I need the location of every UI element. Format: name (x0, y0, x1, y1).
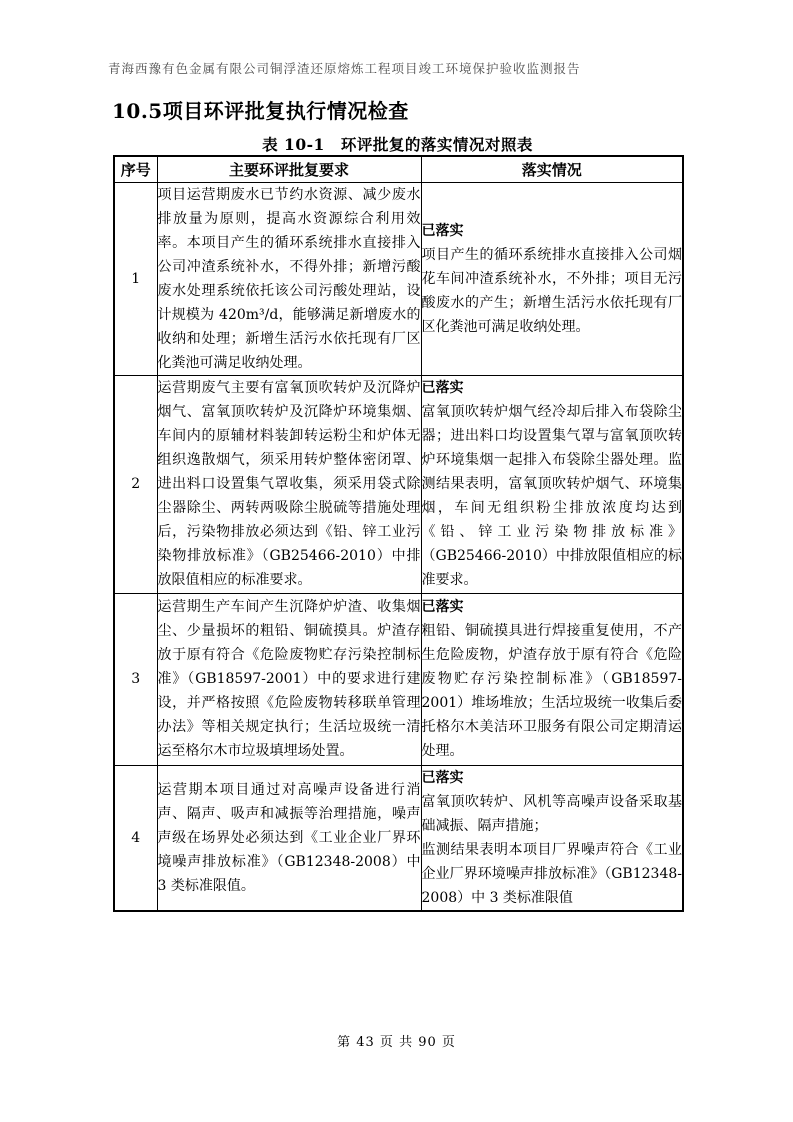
table-row (114, 593, 683, 765)
page-footer: 第 43 页 共 90 页 (337, 1035, 456, 1050)
status-label: 已落实 (421, 599, 464, 615)
compliance-table (113, 155, 684, 912)
status-text: 项目产生的循环系统排水直接排入公司烟花车间冲渣系统补水，不外排；项目无污酸废水的产生；新增生活污水依托现有厂区化粪池可满足收纳处理。 (421, 246, 682, 335)
status-cell (421, 593, 683, 765)
status-text-2: 监测结果表明本项目厂界噪声符合《工业企业厂界环境噪声排放标准》（GB12348-2008）中 3 类标准限值 (421, 841, 682, 906)
row-number-cell: 1 (114, 182, 157, 375)
row-number-cell: 2 (114, 375, 157, 593)
row-number-cell: 4 (114, 765, 157, 911)
table-row (114, 765, 683, 911)
status-text: 富氧顶吹转炉、风机等高噪声设备采取基础减振、隔声措施； (421, 793, 682, 834)
document-header: 青海西豫有色金属有限公司铜浮渣还原熔炼工程项目竣工环境保护验收监测报告 (108, 61, 581, 76)
table-row (114, 375, 683, 593)
status-label: 已落实 (421, 222, 464, 239)
status-text: 富氧顶吹转炉烟气经冷却后排入布袋除尘器；进出料口均设置集气罩与富氧顶吹转炉环境集烟一起排入布袋除尘器处理。监测结果表明，富氧顶吹转炉烟气、环境集烟，车间无组织粉尘排放浓度均达到《铅、锌工业污染物排放标准》（GB25466-2010）中排放限值相应的标准要求。 (421, 404, 682, 588)
header-cell-status: 落实情况 (421, 156, 683, 182)
status-label: 已落实 (421, 380, 464, 396)
table-row (114, 182, 683, 375)
table-header-row (114, 156, 683, 182)
status-label: 已落实 (421, 769, 464, 786)
header-cell-seq: 序号 (114, 156, 157, 182)
table-caption: 表 10-1 环评批复的落实情况对照表 (262, 135, 533, 154)
status-cell (421, 765, 683, 911)
requirement-cell: 运营期本项目通过对高噪声设备进行消声、隔声、吸声和减振等治理措施，噪声声级在场界处必须达到《工业企业厂界环境噪声排放标准》（GB12348-2008）中 3 类标准限值。 (157, 765, 421, 911)
requirement-cell: 运营期废气主要有富氧顶吹转炉及沉降炉烟气、富氧顶吹转炉及沉降炉环境集烟、车间内的原辅材料装卸转运粉尘和炉体无组织逸散烟气，须采用转炉整体密闭罩、进出料口设置集气罩收集，须采用袋式除尘器除尘、两转两吸除尘脱硫等措施处理后，污染物排放必须达到《铅、锌工业污染物排放标准》（GB25466-2010）中排放限值相应的标准要求。 (157, 375, 421, 593)
status-cell (421, 182, 683, 375)
row-number-cell: 3 (114, 593, 157, 765)
section-title: 10.5项目环评批复执行情况检查 (112, 99, 409, 123)
header-cell-requirement: 主要环评批复要求 (157, 156, 421, 182)
status-text: 粗铅、铜硫摸具进行焊接重复使用，不产生危险废物，炉渣存放于原有符合《危险废物贮存污染控制标准》（GB18597-2001）堆场堆放；生活垃圾统一收集后委托格尔木美洁环卫服务有限公司定期清运处理。 (421, 623, 682, 759)
requirement-cell: 运营期生产车间产生沉降炉炉渣、收集烟尘、少量损坏的粗铅、铜硫摸具。炉渣存放于原有符合《危险废物贮存污染控制标准》（GB18597-2001）中的要求进行建设，并严格按照《危险废物转移联单管理办法》等相关规定执行；生活垃圾统一清运至格尔木市垃圾填埋场处置。 (157, 593, 421, 765)
requirement-cell: 项目运营期废水已节约水资源、减少废水排放量为原则，提高水资源综合利用效率。本项目产生的循环系统排水直接排入公司冲渣系统补水，不得外排；新增污酸废水处理系统依托该公司污酸处理站，设计规模为 420m³/d，能够满足新增废水的收纳和处理；新增生活污水依托现有厂区化粪池可满足收纳处理。 (157, 182, 421, 375)
status-cell (421, 375, 683, 593)
